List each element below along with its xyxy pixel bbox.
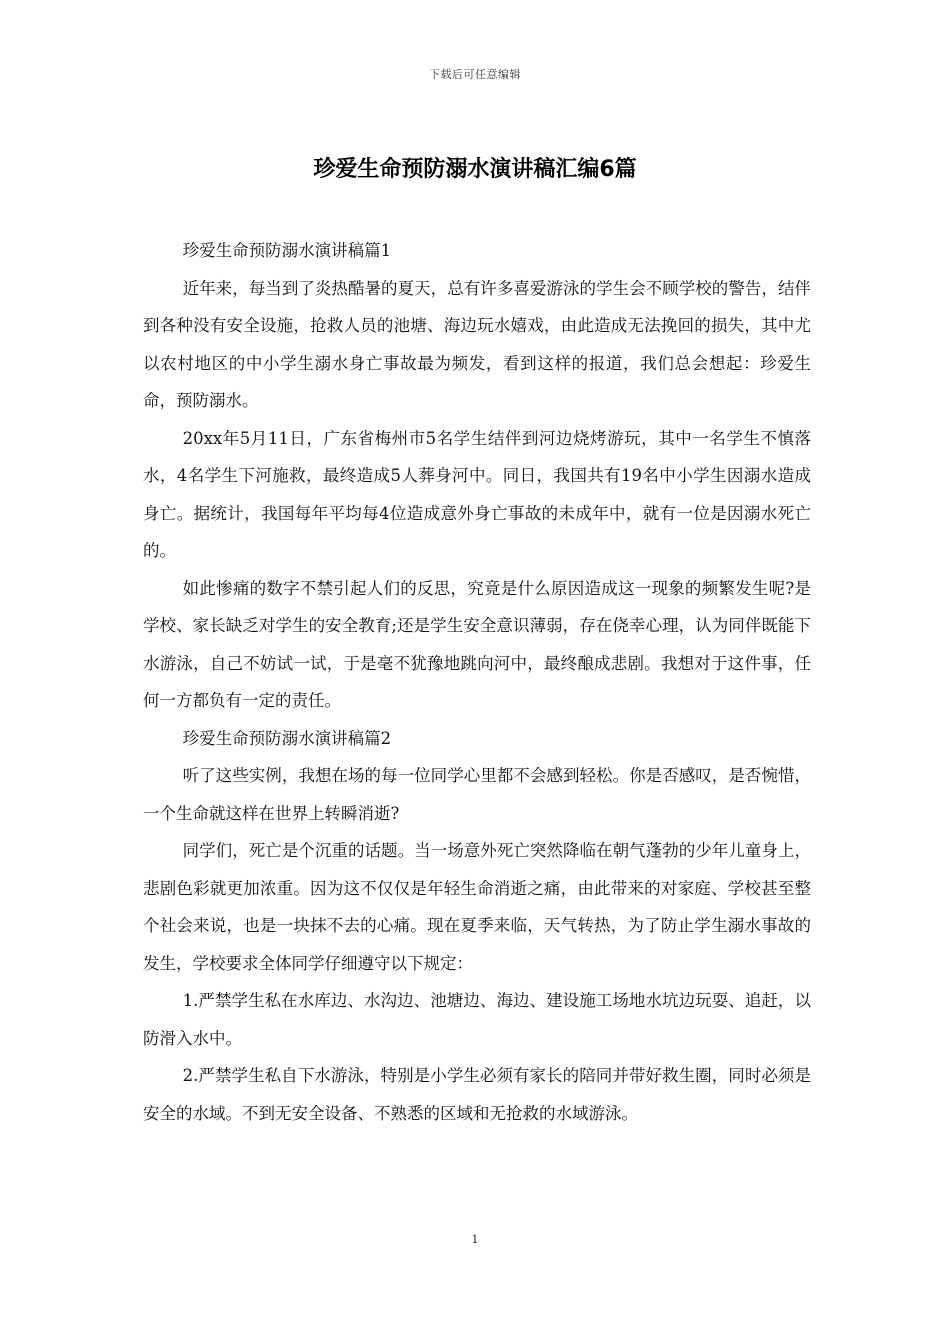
section-heading-1: 珍爱生命预防溺水演讲稿篇1 xyxy=(182,241,392,260)
paragraph: 听了这些实例，我想在场的每一位同学心里都不会感到轻松。你是否感叹，是否惋惜，一个生命就这样在世界上转瞬消逝? xyxy=(143,766,811,823)
paragraph: 近年来，每当到了炎热酷暑的夏天，总有许多喜爱游泳的学生会不顾学校的警告，结伴到各种没有安全设施，抢救人员的池塘、海边玩水嬉戏，由此造成无法挽回的损失，其中尤以农村地区的中小学生溺水身亡事故最为频发，看到这样的报道，我们总会想起：珍爱生命，预防溺水。 xyxy=(143,278,811,410)
header-note: 下载后可任意编辑 xyxy=(429,68,521,81)
section-heading-2: 珍爱生命预防溺水演讲稿篇2 xyxy=(182,728,392,748)
rule-item-1: 1.严禁学生私在水库边、水沟边、池塘边、海边、建设施工场地水坑边玩耍、追赶，以防滑入水中。 xyxy=(143,991,811,1048)
document-body xyxy=(143,232,811,1132)
paragraph: 同学们，死亡是个沉重的话题。当一场意外死亡突然降临在朝气蓬勃的少年儿童身上，悲剧色彩就更加浓重。因为这不仅仅是年轻生命消逝之痛，由此带来的对家庭、学校甚至整个社会来说，也是一块抹不去的心痛。现在夏季来临，天气转热，为了防止学生溺水事故的发生，学校要求全体同学仔细遵守以下规定： xyxy=(143,841,811,973)
rule-item-2: 2.严禁学生私自下水游泳，特别是小学生必须有家长的陪同并带好救生圈，同时必须是安全的水域。不到无安全设备、不熟悉的区域和无抢救的水域游泳。 xyxy=(143,1066,811,1123)
page-number: 1 xyxy=(471,1233,479,1246)
document-title: 珍爱生命预防溺水演讲稿汇编6篇 xyxy=(313,157,637,182)
paragraph: 20xx年5月11日，广东省梅州市5名学生结伴到河边烧烤游玩，其中一名学生不慎落水，4名学生下河施救，最终造成5人葬身河中。同日，我国共有19名中小学生因溺水造成身亡。据统计，我国每年平均每4位造成意外身亡事故的未成年中，就有一位是因溺水死亡的。 xyxy=(143,428,811,560)
paragraph: 如此惨痛的数字不禁引起人们的反思，究竟是什么原因造成这一现象的频繁发生呢?是学校、家长缺乏对学生的安全教育;还是学生安全意识薄弱，存在侥幸心理，认为同伴既能下水游泳，自己不妨试一试，于是毫不犹豫地跳向河中，最终酿成悲剧。我想对于这件事，任何一方都负有一定的责任。 xyxy=(143,578,811,710)
